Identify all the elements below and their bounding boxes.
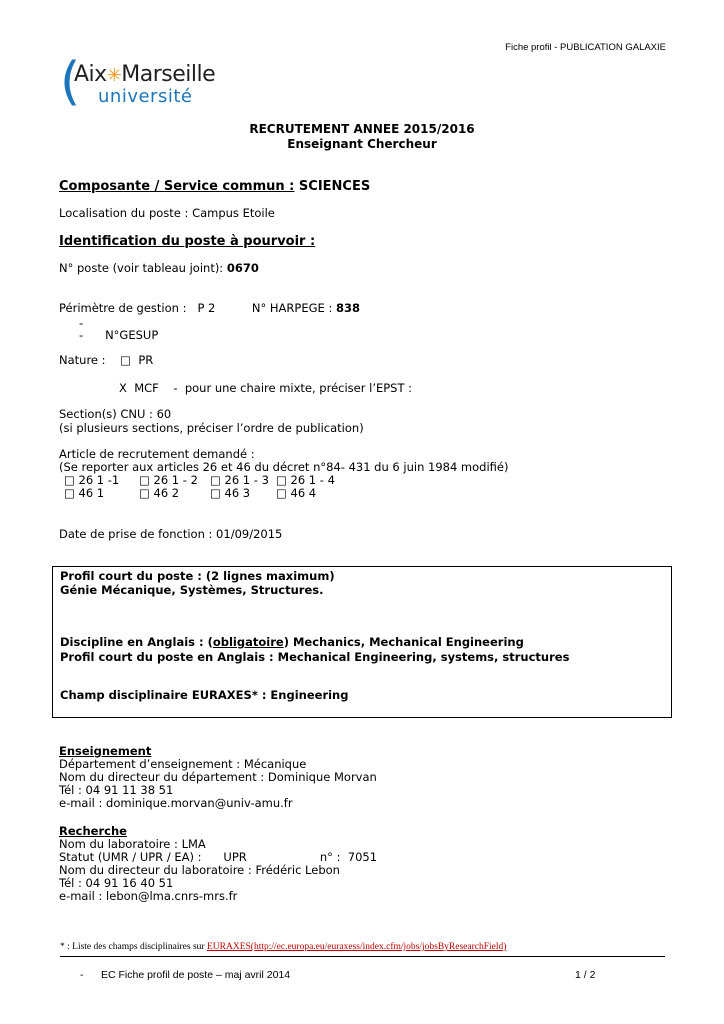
article-note: (Se reporter aux articles 26 et 46 du décret n°84- 431 du 6 juin 1984 modifié) xyxy=(59,460,509,474)
footnote: * : Liste des champs disciplinaires sur EURAXES(http://ec.europa.eu/euraxess/index.cfm/jobs/jobsByResearchField) xyxy=(60,942,507,952)
recherche-email[interactable]: e-mail : lebon@lma.cnrs-mrs.fr xyxy=(59,889,238,903)
article-option: □ 46 3 xyxy=(210,486,251,500)
star-icon: ✳ xyxy=(106,65,122,86)
enseignement-departement: Département d’enseignement : Mécanique xyxy=(59,757,307,771)
poste-number: N° poste (voir tableau joint): 0670 xyxy=(59,261,259,275)
logo-bracket: ( xyxy=(60,52,81,112)
composante-heading: Composante / Service commun : SCIENCES xyxy=(59,179,371,194)
article-option: □ 46 1 xyxy=(64,486,105,500)
date-prise-fonction: Date de prise de fonction : 01/09/2015 xyxy=(59,527,283,541)
recherche-heading: Recherche xyxy=(59,824,127,838)
nature-mcf: X MCF - pour une chaire mixte, préciser l’EPST : xyxy=(119,381,413,395)
localisation: Localisation du poste : Campus Etoile xyxy=(59,206,275,220)
logo-line1: Aix✳Marseille xyxy=(74,62,216,87)
header-label: Fiche profil - PUBLICATION GALAXIE xyxy=(505,42,666,53)
identification-heading: Identification du poste à pourvoir : xyxy=(59,234,316,249)
recherche-labo: Nom du laboratoire : LMA xyxy=(59,837,206,851)
page-number: 1 / 2 xyxy=(575,969,596,981)
section-cnu: Section(s) CNU : 60 xyxy=(59,407,172,421)
section-note: (si plusieurs sections, préciser l’ordre de publication) xyxy=(59,421,364,435)
dash-line: - xyxy=(79,316,84,330)
recherche-directeur: Nom du directeur du laboratoire : Frédéric Lebon xyxy=(59,863,340,877)
profil-court-label: Profil court du poste : (2 lignes maximum) xyxy=(60,569,335,583)
perimetre: Périmètre de gestion : P 2 N° HARPEGE : 838 xyxy=(59,301,360,315)
profil-court-anglais: Profil court du poste en Anglais : Mechanical Engineering, systems, structures xyxy=(60,650,570,664)
title-line2: Enseignant Chercheur xyxy=(287,137,437,151)
gesup: - N°GESUP xyxy=(79,328,159,342)
article-option: □ 46 4 xyxy=(276,486,317,500)
title-line1: RECRUTEMENT ANNEE 2015/2016 xyxy=(249,122,475,136)
enseignement-email[interactable]: e-mail : dominique.morvan@univ-amu.fr xyxy=(59,796,293,810)
logo-line2: université xyxy=(98,86,193,107)
article-label: Article de recrutement demandé : xyxy=(59,447,255,461)
article-option: □ 26 1 - 3 xyxy=(210,473,269,487)
enseignement-tel: Tél : 04 91 11 38 51 xyxy=(59,783,174,797)
article-option: □ 26 1 - 2 xyxy=(139,473,198,487)
recherche-tel: Tél : 04 91 16 40 51 xyxy=(59,876,174,890)
article-option: □ 26 1 - 4 xyxy=(276,473,335,487)
profil-court-value: Génie Mécanique, Systèmes, Structures. xyxy=(60,583,324,597)
recherche-statut: Statut (UMR / UPR / EA) : UPR n° : 7051 xyxy=(59,850,378,864)
euraxes-url[interactable]: (http://ec.europa.eu/euraxess/index.cfm/jobs/jobsByResearchField) xyxy=(250,942,507,952)
article-option: □ 46 2 xyxy=(139,486,180,500)
article-option: □ 26 1 -1 xyxy=(64,473,120,487)
university-logo xyxy=(60,52,220,116)
euraxes-link[interactable]: EURAXES xyxy=(206,942,251,952)
discipline-anglais: Discipline en Anglais : (obligatoire) Mechanics, Mechanical Engineering xyxy=(60,635,524,649)
enseignement-heading: Enseignement xyxy=(59,744,152,758)
champ-euraxes: Champ disciplinaire EURAXES* : Engineering xyxy=(60,688,349,702)
enseignement-directeur: Nom du directeur du département : Dominique Morvan xyxy=(59,770,377,784)
footer-label: EC Fiche profil de poste – maj avril 2014 xyxy=(101,969,291,981)
footer-divider xyxy=(60,956,665,957)
nature-pr: Nature : □ PR xyxy=(59,353,154,367)
footer-dash: - xyxy=(80,969,84,981)
